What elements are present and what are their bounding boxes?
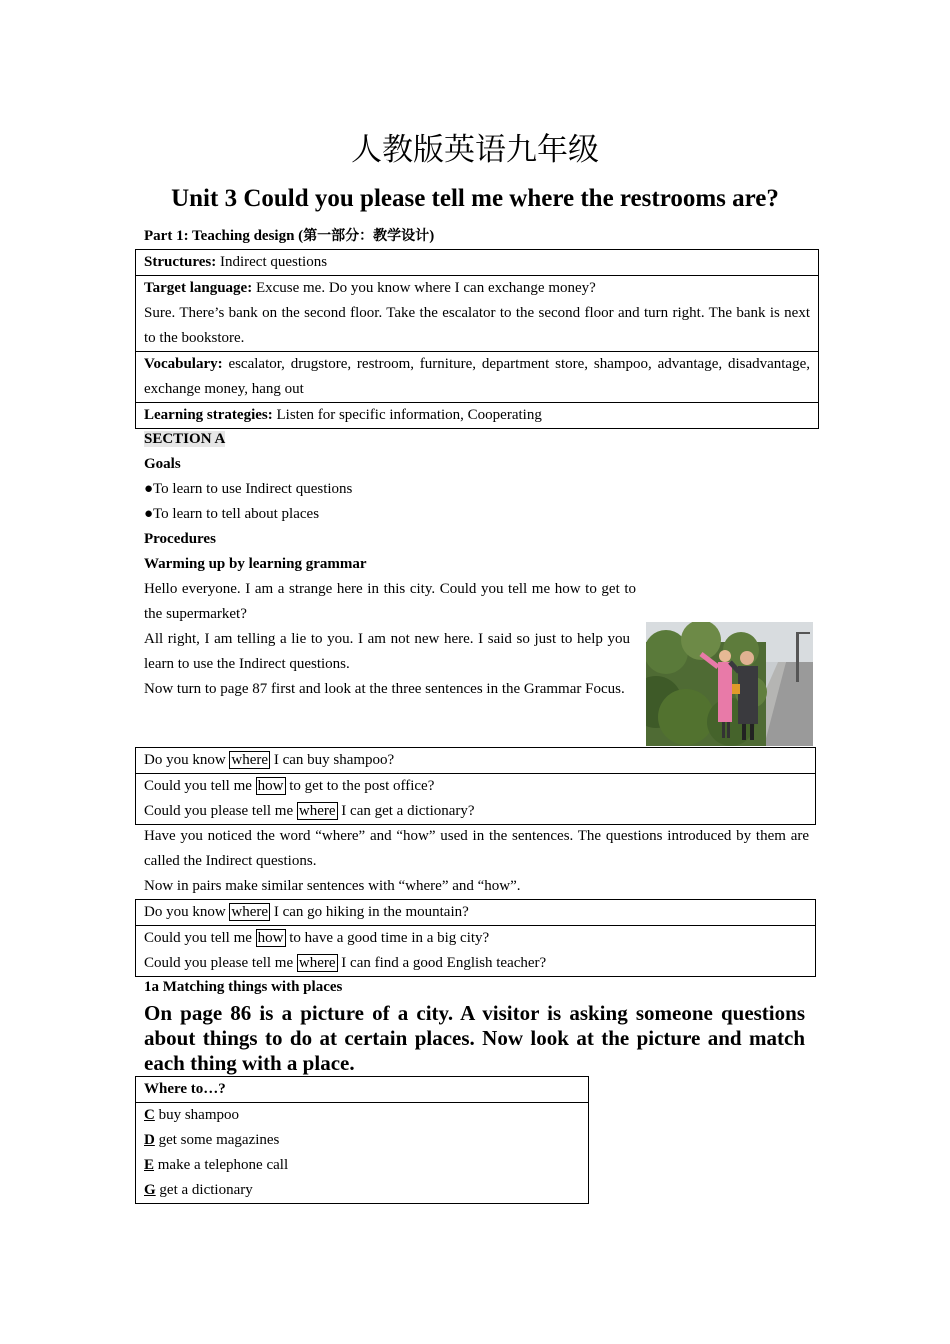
target-label: Target language: bbox=[144, 280, 253, 296]
vocabulary-row bbox=[136, 352, 819, 403]
warming-paragraph: Now turn to page 87 first and look at the three sentences in the Grammar Focus. bbox=[144, 681, 625, 697]
answer-letter: D bbox=[144, 1132, 155, 1148]
section-a-heading bbox=[144, 427, 225, 452]
question-word-box: how bbox=[257, 930, 284, 946]
sentence-end: to get to the post office? bbox=[285, 778, 435, 794]
goal-item: ●To learn to use Indirect questions bbox=[144, 481, 353, 497]
structures-label: Structures: bbox=[144, 254, 217, 270]
list-item bbox=[144, 1153, 580, 1178]
question-word-box: where bbox=[231, 904, 269, 920]
question-word-box: how bbox=[257, 778, 284, 794]
part-label-en: Part 1: Teaching design ( bbox=[144, 228, 304, 244]
warming-paragraph: Hello everyone. I am a strange here in this city. Could you tell me how to get to the supermarket? bbox=[144, 581, 636, 622]
sentence-start: Could you tell me bbox=[144, 778, 256, 794]
sentence-end: I can go hiking in the mountain? bbox=[270, 904, 469, 920]
unit-title: Unit 3 Could you please tell me where the restrooms are? bbox=[171, 185, 779, 212]
sentence-start: Do you know bbox=[144, 904, 230, 920]
pair-work-instruction: Now in pairs make similar sentences with “where” and “how”. bbox=[144, 878, 521, 894]
item-text: make a telephone call bbox=[154, 1157, 289, 1173]
list-item bbox=[144, 1103, 580, 1128]
sentence-end: I can find a good English teacher? bbox=[337, 955, 547, 971]
part-label-close: ) bbox=[429, 228, 435, 244]
grammar-row bbox=[136, 748, 816, 774]
question-word-box: where bbox=[298, 955, 336, 971]
vocab-label: Vocabulary: bbox=[144, 356, 223, 372]
goal-item: ●To learn to tell about places bbox=[144, 506, 320, 522]
list-item bbox=[144, 1178, 580, 1203]
teaching-design-table bbox=[135, 249, 819, 429]
strategies-value: Listen for specific information, Cooperating bbox=[272, 407, 542, 423]
warming-paragraph: All right, I am telling a lie to you. I am not new here. I said so just to help you learn to use the Indirect questions. bbox=[144, 631, 630, 672]
item-text: get a dictionary bbox=[155, 1182, 253, 1198]
target-value: Excuse me. Do you know where I can exchange money? bbox=[252, 280, 596, 296]
target-answer: Sure. There’s bank on the second floor. Take the escalator to the second floor and turn right. The bank is next to the bookstore. bbox=[144, 305, 810, 346]
task-1a-heading: 1a Matching things with places bbox=[144, 979, 343, 995]
strategies-label: Learning strategies: bbox=[144, 407, 273, 423]
pair-sentences-table bbox=[135, 899, 816, 977]
photo-two-women-street bbox=[646, 622, 813, 746]
target-language-row bbox=[136, 276, 819, 352]
where-to-header bbox=[136, 1077, 589, 1103]
sentence-start: Could you please tell me bbox=[144, 955, 297, 971]
warming-up-heading: Warming up by learning grammar bbox=[144, 556, 367, 572]
section-a-label: SECTION A bbox=[144, 431, 226, 447]
vocab-value: escalator, drugstore, restroom, furniture, department store, shampoo, advantage, disadvantage, exchange money, hang out bbox=[144, 356, 810, 397]
sentence-end: to have a good time in a big city? bbox=[285, 930, 490, 946]
sentence-start: Do you know bbox=[144, 752, 230, 768]
grammar-row bbox=[136, 900, 816, 926]
strategies-row bbox=[136, 403, 819, 429]
answer-letter: G bbox=[144, 1182, 156, 1198]
where-to-label: Where to…? bbox=[144, 1081, 226, 1097]
explanation-paragraph: Have you noticed the word “where” and “how” used in the sentences. The questions introduced by them are called the Indirect questions. bbox=[144, 828, 809, 869]
task-1a-instruction: On page 86 is a picture of a city. A visitor is asking someone questions about things to do at certain places. Now look at the picture and match each thing with a place. bbox=[144, 1001, 805, 1075]
where-to-table bbox=[135, 1076, 589, 1204]
structures-row bbox=[136, 250, 819, 276]
sentence-end: I can buy shampoo? bbox=[270, 752, 395, 768]
part-heading bbox=[144, 224, 434, 249]
procedures-heading: Procedures bbox=[144, 531, 216, 547]
item-text: get some magazines bbox=[154, 1132, 280, 1148]
grammar-row bbox=[136, 774, 816, 825]
where-to-items bbox=[136, 1103, 589, 1204]
sentence-end: I can get a dictionary? bbox=[337, 803, 475, 819]
page-title-chinese: 人教版英语九年级 bbox=[351, 132, 599, 168]
sentence-start: Could you tell me bbox=[144, 930, 256, 946]
grammar-focus-table bbox=[135, 747, 816, 825]
street-photo-illustration bbox=[646, 622, 813, 746]
list-item bbox=[144, 1128, 580, 1153]
sentence-start: Could you please tell me bbox=[144, 803, 297, 819]
part-label-cn: 第一部分：教学设计 bbox=[303, 228, 430, 244]
goals-heading: Goals bbox=[144, 456, 181, 472]
item-text: buy shampoo bbox=[154, 1107, 240, 1123]
grammar-row bbox=[136, 926, 816, 977]
structures-value: Indirect questions bbox=[216, 254, 328, 270]
answer-letter: E bbox=[144, 1157, 155, 1173]
answer-letter: C bbox=[144, 1107, 155, 1123]
question-word-box: where bbox=[231, 752, 269, 768]
question-word-box: where bbox=[298, 803, 336, 819]
